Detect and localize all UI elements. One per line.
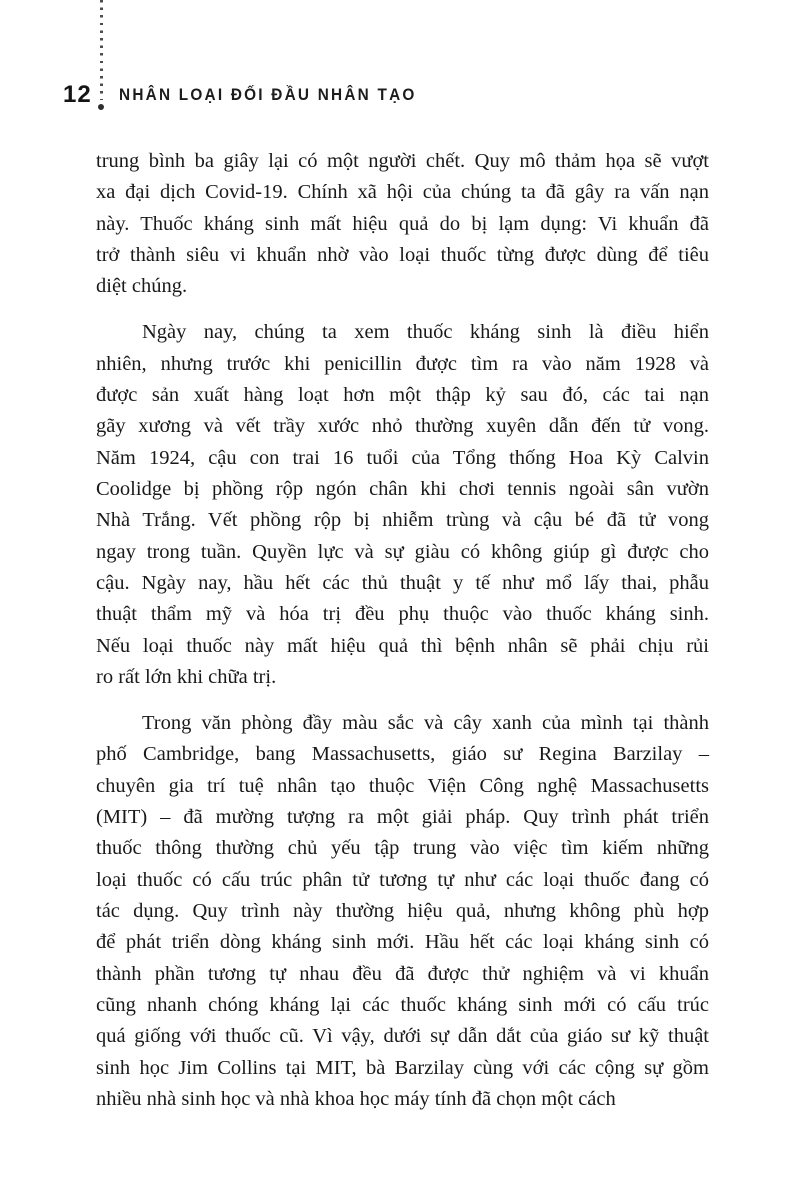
paragraph — [96, 708, 709, 1115]
text-line: thuật thẩm mỹ và hóa trị đều phụ thuộc vào thuốc kháng sinh. — [96, 603, 709, 626]
text-line: Ngày nay, chúng ta xem thuốc kháng sinh là điều hiển — [142, 321, 709, 344]
text-line: sinh học Jim Collins tại MIT, bà Barzilay cùng với các cộng sự gồm — [96, 1056, 709, 1079]
text-line: (MIT) – đã mường tượng ra một giải pháp. Quy trình phát triển — [96, 805, 709, 828]
text-line: thành phần tương tự nhau đều đã được thử nghiệm và vi khuẩn — [96, 962, 709, 985]
dotted-divider — [100, 0, 103, 100]
text-line: xa đại dịch Covid-19. Chính xã hội của chúng ta đã gây ra vấn nạn — [96, 181, 709, 204]
page-number: 12 — [63, 81, 92, 108]
text-line: phố Cambridge, bang Massachusetts, giáo sư Regina Barzilay – — [96, 743, 709, 766]
text-line: Nhà Trắng. Vết phồng rộp bị nhiễm trùng và cậu bé đã tử vong — [96, 509, 709, 532]
text-line: được sản xuất hàng loạt hơn một thập kỷ sau đó, các tai nạn — [96, 383, 709, 406]
paragraph — [96, 146, 709, 303]
text-line: trung bình ba giây lại có một người chết. Quy mô thảm họa sẽ vượt — [96, 150, 709, 172]
running-header-title: NHÂN LOẠI ĐỐI ĐẦU NHÂN TẠO — [119, 86, 417, 104]
text-line: nhiều nhà sinh học và nhà khoa học máy tính đã chọn một cách — [96, 1087, 616, 1110]
text-line: trở thành siêu vi khuẩn nhờ vào loại thuốc từng được dùng để tiêu — [96, 244, 709, 267]
text-line: chuyên gia trí tuệ nhân tạo thuộc Viện Công nghệ Massachusetts — [96, 774, 709, 797]
divider-end-dot-icon — [98, 104, 104, 110]
text-line: diệt chúng. — [96, 275, 188, 298]
text-line: quá giống với thuốc cũ. Vì vậy, dưới sự dẫn dắt của giáo sư kỹ thuật — [96, 1025, 709, 1048]
text-line: Trong văn phòng đầy màu sắc và cây xanh của mình tại thành — [142, 711, 709, 734]
text-line: loại thuốc có cấu trúc phân tử tương tự như các loại thuốc đang có — [96, 868, 709, 891]
text-line: cũng nhanh chóng kháng lại các thuốc kháng sinh mới có cấu trúc — [96, 993, 709, 1016]
body-text-column — [96, 146, 709, 1115]
text-line: tác dụng. Quy trình này thường hiệu quả, nhưng không phù hợp — [96, 899, 709, 922]
text-line: Nếu loại thuốc này mất hiệu quả thì bệnh nhân sẽ phải chịu rủi — [96, 634, 709, 657]
text-line: gãy xương và vết trầy xước nhỏ thường xuyên dẫn đến tử vong. — [96, 415, 709, 438]
text-line: ro rất lớn khi chữa trị. — [96, 666, 277, 688]
text-line: Coolidge bị phồng rộp ngón chân khi chơi tennis ngoài sân vườn — [96, 477, 709, 500]
text-line: nhiên, nhưng trước khi penicillin được tìm ra vào năm 1928 và — [96, 352, 709, 375]
paragraph — [96, 317, 709, 693]
text-line: cậu. Ngày nay, hầu hết các thủ thuật y tế như mổ lấy thai, phẫu — [96, 571, 709, 594]
text-line: Năm 1924, cậu con trai 16 tuổi của Tổng thống Hoa Kỳ Calvin — [96, 446, 709, 469]
text-line: ngay trong tuần. Quyền lực và sự giàu có không giúp gì được cho — [96, 540, 709, 563]
text-line: thuốc thông thường chủ yếu tập trung vào việc tìm kiếm những — [96, 837, 709, 860]
text-line: để phát triển dòng kháng sinh mới. Hầu hết các loại kháng sinh có — [96, 931, 709, 954]
text-line: này. Thuốc kháng sinh mất hiệu quả do bị lạm dụng: Vi khuẩn đã — [96, 212, 709, 235]
